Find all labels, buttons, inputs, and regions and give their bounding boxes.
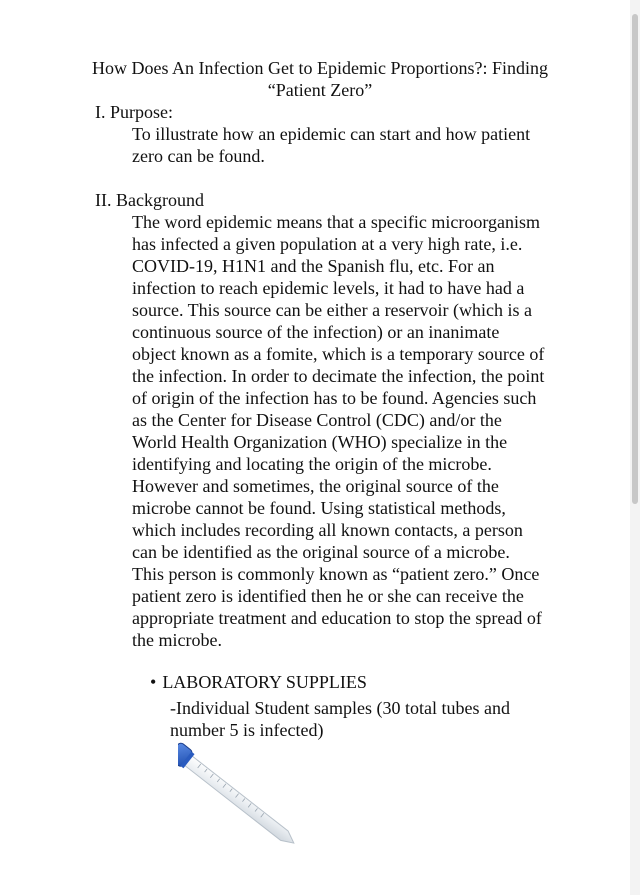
scrollbar-thumb[interactable] bbox=[632, 14, 638, 504]
document-title bbox=[70, 57, 570, 101]
supplies-item: -Individual Student samples (30 total tubes and number 5 is infected) bbox=[170, 698, 510, 740]
purpose-text: To illustrate how an epidemic can start and how patient zero can be found. bbox=[132, 124, 531, 166]
title-line-2: “Patient Zero” bbox=[267, 80, 373, 100]
title-line-1: How Does An Infection Get to Epidemic Proportions?: Finding bbox=[92, 58, 548, 78]
bullet-glyph: • bbox=[150, 672, 157, 692]
background-heading: II. Background bbox=[95, 190, 204, 210]
supplies-bullet-row bbox=[150, 671, 373, 693]
scrollbar-track[interactable] bbox=[630, 0, 640, 895]
supplies-heading: LABORATORY SUPPLIES bbox=[162, 672, 367, 692]
purpose-heading: I. Purpose: bbox=[95, 102, 173, 122]
background-text: The word epidemic means that a specific microorganism has infected a given population at a very high rate, i.e. COVID-19, H1N1 and the Spanish flu, etc. For an infection to reach epidemic levels, it had to have had a source. This source can be either a reservoir (which is a continuous source of the infection) or an inanimate object known as a fomite, which is a temporary source of the infection. In order to decimate the infection, the point of origin of the infection has to be found. Agencies such as the Center for Disease Control (CDC) and/or the World Health Organization (WHO) specialize in the identifying and locating the origin of the microbe. However and sometimes, the original source of the microbe cannot be found. Using statistical methods, which includes recording all known contacts, a person can be identified as the original source of a microbe. This person is commonly known as “patient zero.” Once patient zero is identified then he or she can receive the appropriate treatment and education to stop the spread of the microbe. bbox=[132, 212, 545, 650]
centrifuge-tube-icon bbox=[178, 738, 328, 868]
